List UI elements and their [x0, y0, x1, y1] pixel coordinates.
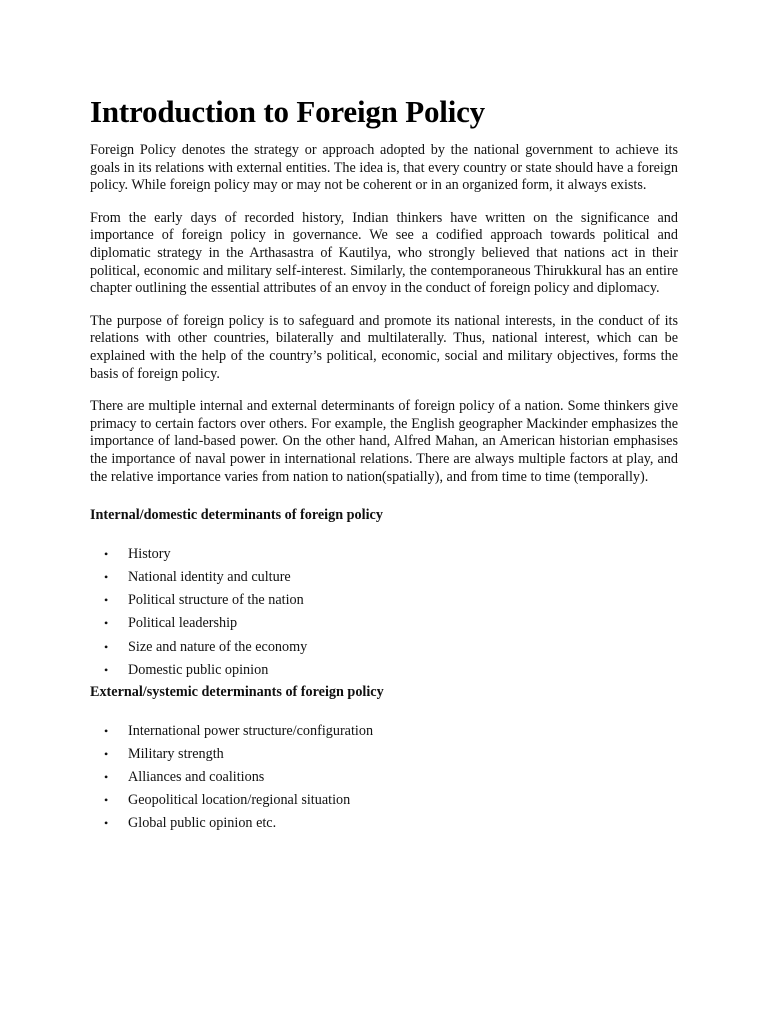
list-item-text: International power structure/configuration	[128, 722, 374, 739]
bullet-icon: •	[104, 616, 109, 631]
list-item	[90, 612, 678, 635]
bullet-icon: •	[104, 816, 109, 831]
external-determinants-heading: External/systemic determinants of foreign policy	[90, 683, 384, 700]
bullet-icon: •	[104, 769, 109, 784]
list-item-text: Political structure of the nation	[128, 592, 304, 609]
list-item-text: Global public opinion etc.	[128, 815, 277, 832]
list-item	[90, 812, 678, 835]
list-item	[90, 566, 678, 589]
list-item-text: Alliances and coalitions	[128, 768, 265, 785]
list-item-text: Geopolitical location/regional situation	[128, 792, 351, 809]
paragraph-determinants: There are multiple internal and external determinants of foreign policy of a nation. Some thinkers give primacy to certain factors over others. For example, the English geographer Mackinder emphasizes the importance of land-based power. On the other hand, Alfred Mahan, an American historian emphasises the importance of naval power in international relations. There are always multiple factors at play, and the relative importance varies from nation to nation(spatially), and from time to time (temporally).	[90, 398, 678, 485]
list-item	[90, 720, 678, 743]
bullet-icon: •	[104, 746, 109, 761]
paragraph-purpose: The purpose of foreign policy is to safeguard and promote its national interests, in the conduct of its relations with other countries, bilaterally and multilaterally. Thus, national interest, which can be explained with the help of the country’s political, economic, social and military objectives, forms the basis of foreign policy.	[90, 312, 678, 382]
page-title: Introduction to Foreign Policy	[90, 94, 485, 129]
document-page	[90, 92, 678, 836]
bullet-icon: •	[104, 639, 109, 654]
list-item	[90, 589, 678, 612]
list-item	[90, 659, 678, 682]
bullet-icon: •	[104, 593, 109, 608]
internal-determinants-list	[90, 543, 678, 682]
bullet-icon: •	[104, 793, 109, 808]
bullet-icon: •	[104, 723, 109, 738]
list-item-text: National identity and culture	[128, 568, 291, 585]
list-item	[90, 789, 678, 812]
list-item-text: Military strength	[128, 745, 224, 762]
external-determinants-list	[90, 720, 678, 836]
paragraph-history: From the early days of recorded history, Indian thinkers have written on the significance and importance of foreign policy in governance. We see a codified approach towards political and diplomatic strategy in the Arthasastra of Kautilya, who strongly believed that nations act in their political, economic and military self-interest. Similarly, the contemporaneous Thirukkural has an entire chapter outlining the essential attributes of an envoy in the conduct of foreign policy and diplomacy.	[90, 209, 678, 297]
list-item	[90, 743, 678, 766]
list-item-text: Domestic public opinion	[128, 661, 269, 678]
paragraph-definition: Foreign Policy denotes the strategy or approach adopted by the national government to achieve its goals in its relations with external entities. The idea is, that every country or state should have a foreign policy. While foreign policy may or may not be coherent or in an organized form, it always exists.	[90, 142, 678, 194]
bullet-icon: •	[104, 662, 109, 677]
list-item-text: History	[128, 545, 171, 562]
bullet-icon: •	[104, 569, 109, 584]
list-item	[90, 636, 678, 659]
list-item-text: Size and nature of the economy	[128, 638, 308, 655]
bullet-icon: •	[104, 546, 109, 561]
internal-determinants-heading: Internal/domestic determinants of foreign policy	[90, 507, 383, 524]
list-item	[90, 543, 678, 566]
list-item	[90, 766, 678, 789]
list-item-text: Political leadership	[128, 615, 238, 632]
